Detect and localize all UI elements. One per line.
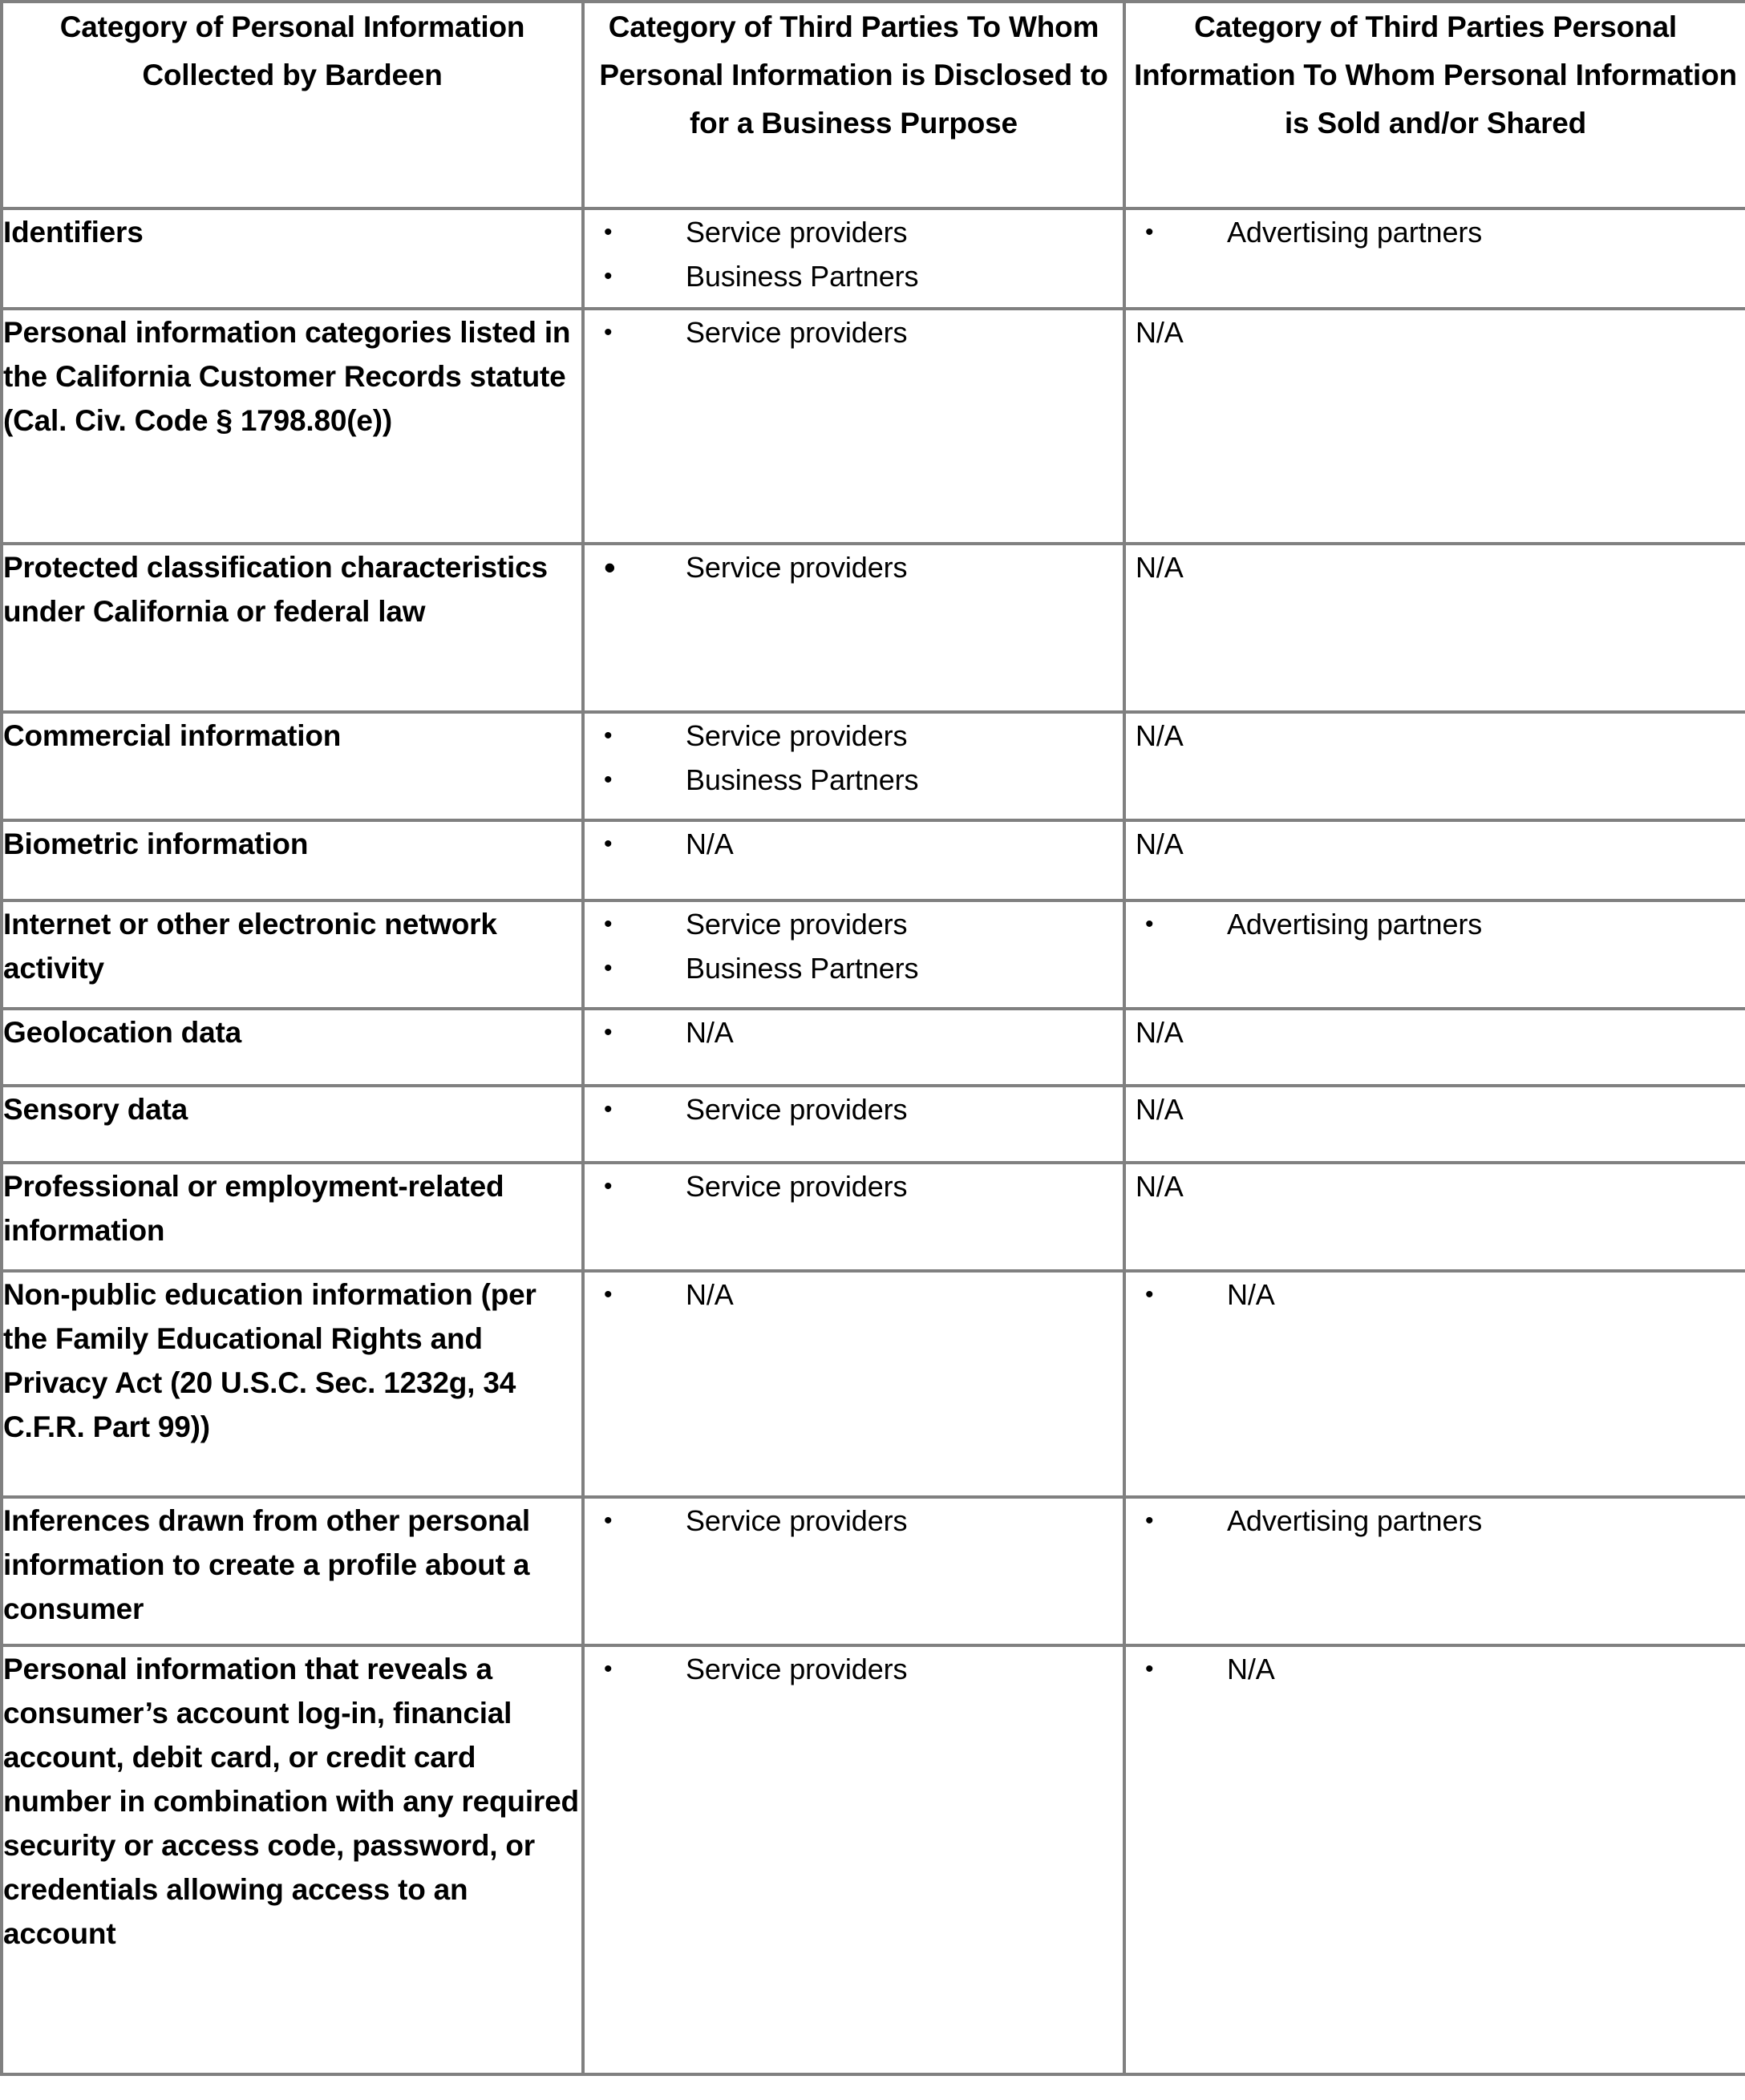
cell-category-collected bbox=[2, 208, 583, 309]
category-label: Identifiers bbox=[3, 216, 144, 249]
list-item bbox=[1126, 902, 1745, 946]
list-item-label: Advertising partners bbox=[1227, 216, 1483, 249]
cell-disclosed-business-purpose bbox=[583, 900, 1124, 1009]
sold-shared-parties-list bbox=[1126, 310, 1745, 354]
disclosed-parties-list bbox=[585, 545, 1123, 589]
category-label: Protected classification characteristics under California or federal law bbox=[3, 551, 548, 628]
category-label: Personal information categories listed in the California Customer Records statute (Cal. Civ. Code § 1798.80(e)) bbox=[3, 316, 571, 437]
bullet-icon: • bbox=[604, 548, 616, 586]
category-label: Personal information that reveals a consumer’s account log-in, financial account, debit card, or credit card number in combination with any required security or access code, password, or credentials allowing access to an account bbox=[3, 1653, 579, 1950]
list-item-label: Service providers bbox=[686, 1170, 908, 1203]
cell-sold-shared bbox=[1124, 1271, 1745, 1497]
sold-shared-parties-list bbox=[1126, 1010, 1745, 1054]
cell-disclosed-business-purpose bbox=[583, 1271, 1124, 1497]
sold-shared-parties-list bbox=[1126, 1087, 1745, 1131]
cell-category-collected bbox=[2, 1271, 583, 1497]
sold-shared-parties-list bbox=[1126, 902, 1745, 946]
cell-disclosed-business-purpose bbox=[583, 1163, 1124, 1271]
disclosed-parties-list bbox=[585, 1273, 1123, 1317]
bullet-icon: • bbox=[604, 1096, 613, 1123]
table-row bbox=[2, 1009, 1745, 1086]
cell-sold-shared bbox=[1124, 820, 1745, 900]
list-item-label: N/A bbox=[1136, 827, 1184, 860]
list-item bbox=[1126, 545, 1745, 589]
cell-disclosed-business-purpose bbox=[583, 1645, 1124, 2074]
disclosed-parties-list bbox=[585, 822, 1123, 866]
cell-category-collected bbox=[2, 309, 583, 544]
list-item-label: N/A bbox=[686, 1278, 734, 1311]
disclosed-parties-list bbox=[585, 1087, 1123, 1131]
sold-shared-parties-list bbox=[1126, 1647, 1745, 1691]
list-item bbox=[1126, 822, 1745, 866]
bullet-icon: • bbox=[604, 1173, 613, 1200]
table-row bbox=[2, 1086, 1745, 1163]
category-label: Sensory data bbox=[3, 1093, 188, 1126]
table-row bbox=[2, 309, 1745, 544]
list-item-label: Service providers bbox=[686, 1653, 908, 1685]
cell-disclosed-business-purpose bbox=[583, 1009, 1124, 1086]
category-label: Biometric information bbox=[3, 827, 309, 860]
list-item-label: Business Partners bbox=[686, 952, 919, 985]
cell-sold-shared bbox=[1124, 1086, 1745, 1163]
cell-sold-shared bbox=[1124, 1009, 1745, 1086]
list-item bbox=[1126, 714, 1745, 758]
table-header bbox=[2, 2, 1745, 208]
sold-shared-parties-list bbox=[1126, 822, 1745, 866]
list-item bbox=[585, 1647, 1123, 1691]
table-body bbox=[2, 208, 1745, 2074]
column-header-sold-shared bbox=[1124, 2, 1745, 208]
cell-category-collected bbox=[2, 712, 583, 820]
bullet-icon: • bbox=[604, 955, 613, 981]
category-label: Non-public education information (per the Family Educational Rights and Privacy Act (20 U.S.C. Sec. 1232g, 34 C.F.R. Part 99)) bbox=[3, 1278, 536, 1443]
disclosed-parties-list bbox=[585, 1164, 1123, 1208]
list-item bbox=[1126, 1010, 1745, 1054]
list-item-label: Service providers bbox=[686, 1504, 908, 1537]
list-item bbox=[585, 758, 1123, 802]
list-item-label: N/A bbox=[686, 827, 734, 860]
cell-sold-shared bbox=[1124, 1163, 1745, 1271]
cell-disclosed-business-purpose bbox=[583, 208, 1124, 309]
list-item bbox=[1126, 1647, 1745, 1691]
list-item-label: N/A bbox=[1136, 316, 1184, 349]
list-item bbox=[1126, 1087, 1745, 1131]
list-item-label: Service providers bbox=[686, 551, 908, 584]
list-item-label: N/A bbox=[1136, 719, 1184, 752]
disclosed-parties-list bbox=[585, 714, 1123, 802]
bullet-icon: • bbox=[1145, 1656, 1154, 1682]
disclosed-parties-list bbox=[585, 310, 1123, 354]
cell-disclosed-business-purpose bbox=[583, 1497, 1124, 1645]
sold-shared-parties-list bbox=[1126, 210, 1745, 254]
sold-shared-parties-list bbox=[1126, 1164, 1745, 1208]
cell-category-collected bbox=[2, 820, 583, 900]
header-row bbox=[2, 2, 1745, 208]
list-item bbox=[585, 1164, 1123, 1208]
bullet-icon: • bbox=[604, 1656, 613, 1682]
category-label: Internet or other electronic network activity bbox=[3, 908, 497, 985]
list-item bbox=[1126, 210, 1745, 254]
bullet-icon: • bbox=[604, 1019, 613, 1046]
category-label: Professional or employment-related information bbox=[3, 1170, 504, 1247]
list-item bbox=[585, 902, 1123, 946]
list-item-label: Service providers bbox=[686, 316, 908, 349]
bullet-icon: • bbox=[604, 722, 613, 749]
list-item bbox=[585, 1273, 1123, 1317]
cell-disclosed-business-purpose bbox=[583, 820, 1124, 900]
cell-sold-shared bbox=[1124, 309, 1745, 544]
cell-disclosed-business-purpose bbox=[583, 544, 1124, 712]
cell-category-collected bbox=[2, 1163, 583, 1271]
table-row bbox=[2, 712, 1745, 820]
list-item-label: N/A bbox=[686, 1016, 734, 1049]
list-item-label: N/A bbox=[1227, 1278, 1275, 1311]
list-item bbox=[585, 254, 1123, 298]
table-row bbox=[2, 900, 1745, 1009]
bullet-icon: • bbox=[604, 1507, 613, 1534]
sold-shared-parties-list bbox=[1126, 714, 1745, 758]
list-item bbox=[1126, 310, 1745, 354]
column-header-category-collected bbox=[2, 2, 583, 208]
list-item bbox=[1126, 1273, 1745, 1317]
list-item bbox=[585, 210, 1123, 254]
column-header-disclosed-business-purpose-label: Category of Third Parties To Whom Personal Information is Disclosed to for a Business Purpose bbox=[599, 10, 1108, 140]
bullet-icon: • bbox=[604, 263, 613, 289]
disclosed-parties-list bbox=[585, 902, 1123, 990]
table-row bbox=[2, 820, 1745, 900]
list-item bbox=[585, 822, 1123, 866]
bullet-icon: • bbox=[604, 911, 613, 937]
table-row bbox=[2, 208, 1745, 309]
sold-shared-parties-list bbox=[1126, 1273, 1745, 1317]
list-item bbox=[585, 310, 1123, 354]
cell-sold-shared bbox=[1124, 1497, 1745, 1645]
list-item-label: Service providers bbox=[686, 719, 908, 752]
cell-category-collected bbox=[2, 900, 583, 1009]
bullet-icon: • bbox=[1145, 1281, 1154, 1308]
bullet-icon: • bbox=[1145, 1507, 1154, 1534]
bullet-icon: • bbox=[604, 1281, 613, 1308]
cell-category-collected bbox=[2, 1086, 583, 1163]
cell-disclosed-business-purpose bbox=[583, 712, 1124, 820]
cell-category-collected bbox=[2, 1009, 583, 1086]
bullet-icon: • bbox=[1145, 219, 1154, 245]
list-item bbox=[585, 1499, 1123, 1543]
list-item-label: N/A bbox=[1136, 551, 1184, 584]
category-label: Commercial information bbox=[3, 719, 342, 752]
list-item-label: Service providers bbox=[686, 908, 908, 941]
disclosed-parties-list bbox=[585, 1010, 1123, 1054]
list-item-label: N/A bbox=[1136, 1170, 1184, 1203]
cell-category-collected bbox=[2, 544, 583, 712]
cell-sold-shared bbox=[1124, 208, 1745, 309]
list-item-label: N/A bbox=[1136, 1093, 1184, 1126]
category-label: Inferences drawn from other personal information to create a profile about a consumer bbox=[3, 1504, 530, 1625]
bullet-icon: • bbox=[1145, 911, 1154, 937]
column-header-sold-shared-label: Category of Third Parties Personal Information To Whom Personal Information is Sold and/or Shared bbox=[1134, 10, 1737, 140]
disclosed-parties-list bbox=[585, 210, 1123, 298]
list-item-label: Business Partners bbox=[686, 260, 919, 293]
list-item-label: N/A bbox=[1227, 1653, 1275, 1685]
list-item-label: N/A bbox=[1136, 1016, 1184, 1049]
list-item bbox=[1126, 1499, 1745, 1543]
list-item-label: Service providers bbox=[686, 216, 908, 249]
bullet-icon: • bbox=[604, 319, 613, 346]
disclosed-parties-list bbox=[585, 1499, 1123, 1543]
cell-category-collected bbox=[2, 1497, 583, 1645]
cell-sold-shared bbox=[1124, 544, 1745, 712]
table-row bbox=[2, 1645, 1745, 2074]
list-item-label: Advertising partners bbox=[1227, 1504, 1483, 1537]
cell-sold-shared bbox=[1124, 1645, 1745, 2074]
cell-category-collected bbox=[2, 1645, 583, 2074]
cell-sold-shared bbox=[1124, 712, 1745, 820]
sold-shared-parties-list bbox=[1126, 1499, 1745, 1543]
table-row bbox=[2, 1271, 1745, 1497]
list-item-label: Service providers bbox=[686, 1093, 908, 1126]
list-item bbox=[585, 714, 1123, 758]
list-item bbox=[585, 1010, 1123, 1054]
bullet-icon: • bbox=[604, 219, 613, 245]
list-item-label: Advertising partners bbox=[1227, 908, 1483, 941]
bullet-icon: • bbox=[604, 831, 613, 857]
table-row bbox=[2, 1497, 1745, 1645]
sold-shared-parties-list bbox=[1126, 545, 1745, 589]
list-item bbox=[585, 1087, 1123, 1131]
list-item bbox=[585, 545, 1123, 589]
column-header-disclosed-business-purpose bbox=[583, 2, 1124, 208]
list-item-label: Business Partners bbox=[686, 763, 919, 796]
table-row bbox=[2, 544, 1745, 712]
cell-sold-shared bbox=[1124, 900, 1745, 1009]
table-row bbox=[2, 1163, 1745, 1271]
cell-disclosed-business-purpose bbox=[583, 309, 1124, 544]
column-header-category-collected-label: Category of Personal Information Collected by Bardeen bbox=[59, 10, 525, 91]
bullet-icon: • bbox=[604, 767, 613, 793]
list-item bbox=[585, 946, 1123, 990]
list-item bbox=[1126, 1164, 1745, 1208]
disclosed-parties-list bbox=[585, 1647, 1123, 1691]
cell-disclosed-business-purpose bbox=[583, 1086, 1124, 1163]
category-label: Geolocation data bbox=[3, 1016, 241, 1049]
